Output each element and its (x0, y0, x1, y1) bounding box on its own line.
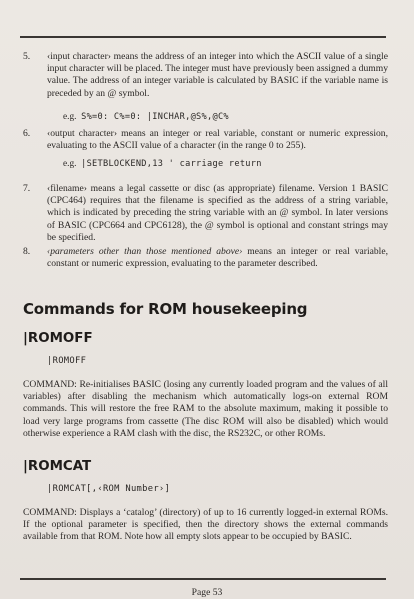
item-text: ‹input character› means the address of an integer into which the ASCII value of a single input character will be placed. The integer must have previously been assigned a dummy value. The address of an integer variable is calculated by BASIC if the variable name is preceded by an @ symbol. (47, 51, 388, 99)
item-number: 5. (23, 51, 31, 62)
item-number: 7. (23, 183, 31, 194)
list-item-5 (20, 51, 388, 131)
command-title-romcat: |ROMCAT (23, 459, 92, 474)
section-title: Commands for ROM housekeeping (23, 300, 308, 318)
item-text (47, 246, 388, 270)
list-item-8 (20, 246, 388, 286)
example-code: S%=0: C%=0: |INCHAR,@S%,@C% (81, 112, 229, 122)
item-number: 6. (23, 128, 31, 139)
item-example (63, 111, 229, 123)
command-usage-romcat: |ROMCAT[,‹ROM Number›] (47, 484, 171, 494)
example-code: |SETBLOCKEND,13 ' carriage return (81, 159, 262, 169)
item-number: 8. (23, 246, 31, 257)
command-description-romoff: COMMAND: Re-initialises BASIC (losing any currently loaded program and the values of all variables) after disabling the mechanism which automatically logs-on external ROM commands. This will restore the free RAM to the absolute maximum, making it possible to load very large programs from cassette (The disc ROM will also be disabled) which would otherwise experience a RAM clash with the disc, the RS232C, or other ROMs. (23, 379, 388, 439)
item-text-italic: ‹parameters other than those mentioned above› (47, 246, 243, 257)
command-usage-romoff: |ROMOFF (47, 356, 87, 366)
example-prefix: e.g. (63, 159, 77, 169)
page-number: Page 53 (191, 587, 223, 598)
example-prefix: e.g. (63, 112, 77, 122)
command-description-romcat: COMMAND: Displays a ‘catalog’ (directory) of up to 16 currently logged-in external ROMs. If the optional parameter is specified, then the directory shows the external commands available from that ROM. Note how all empty slots appear to be occupied by BASIC. (23, 507, 388, 543)
item-text: ‹output character› means an integer or real variable, constant or numeric expression, evaluating to the ASCII value of a character (in the range 0 to 255). (47, 128, 388, 152)
list-item-6 (20, 128, 388, 174)
top-rule (20, 36, 386, 38)
bottom-rule (20, 578, 386, 580)
item-text-rest: means an integer or real variable, constant or numeric expression, evaluating to the parameter described. (47, 246, 388, 270)
item-example (63, 158, 262, 170)
item-text: ‹filename› means a legal cassette or disc (as appropriate) filename. Version 1 BASIC (CPC464) requires that the filename is specified as the address of a string variable, which is indicated by preceding the string variable with an @ symbol. In later versions of BASIC (CPC664 and CPC6128), the @ symbol is optional and constant strings may be specified. (47, 183, 388, 243)
list-item-7 (20, 183, 388, 245)
command-title-romoff: |ROMOFF (23, 331, 93, 346)
